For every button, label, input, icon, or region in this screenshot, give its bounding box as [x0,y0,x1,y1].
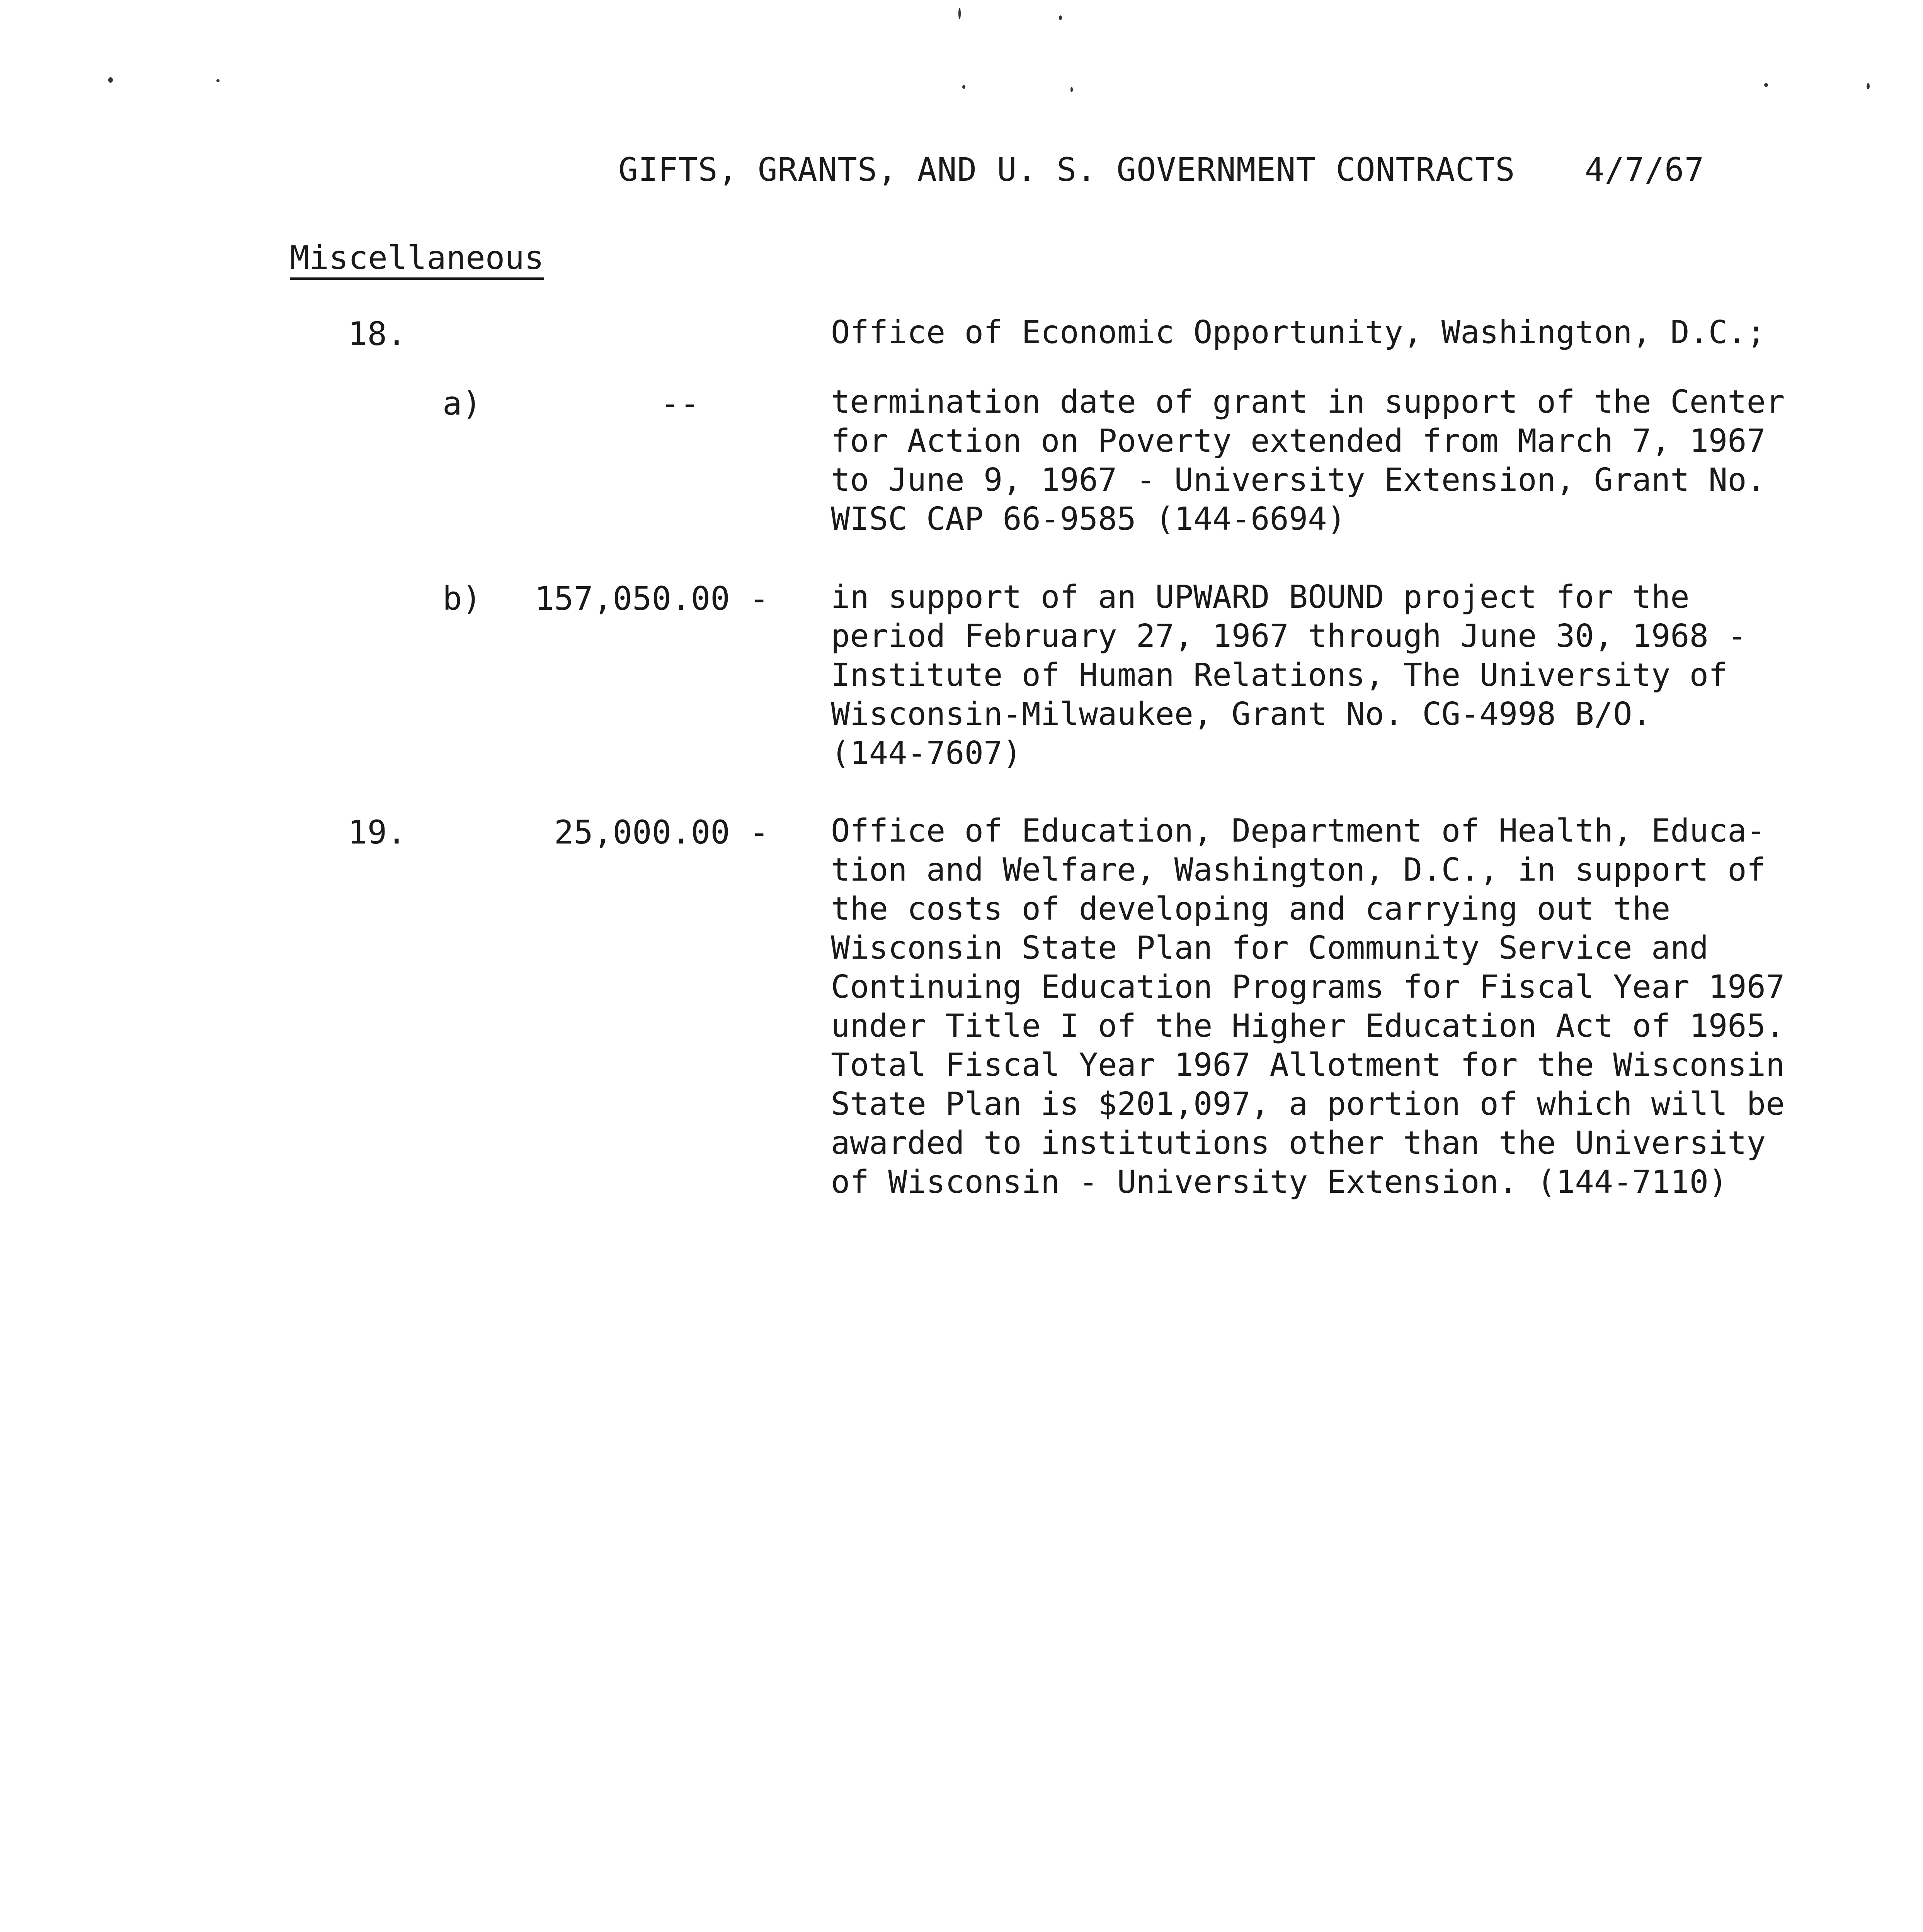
scan-speck [958,8,961,19]
item-18-number: 18. [348,315,407,353]
item-19-number: 19. [348,813,407,851]
document-date: 4/7/67 [1584,151,1705,189]
item-18a-letter: a) [442,384,482,422]
scan-speck [1070,87,1073,92]
document-header [618,151,1704,189]
scan-speck [108,77,113,83]
scan-speck [962,85,965,89]
item-18a-amount: -- [660,384,699,422]
item-19-description: Office of Education, Department of Health, Educa- tion and Welfare, Washington, D.C., in support of the costs of developing and carrying out the Wisconsin State Plan for Community Service and Continuing Education Programs for Fiscal Year 1967 under Title I of the Higher Education Act of 1965. Total Fiscal Year 1967 Allotment for the Wisconsin State Plan is $201,097, a portion of which will be awarded to institutions other than the University of Wisconsin - University Extension. (144-7110) [831,813,1785,1201]
scan-speck [1059,15,1062,20]
item-18b-description: in support of an UPWARD BOUND project for the period February 27, 1967 through June 30, 1968 - Institute of Human Relations, The University of Wisconsin-Milwaukee, Grant No. CG-4998 B/O. (144-7607) [831,579,1747,772]
scan-speck [1764,83,1768,87]
scan-speck [216,79,220,82]
item-18b-letter: b) [442,580,482,617]
scan-speck [1867,83,1870,89]
section-heading: Miscellaneous [290,239,544,277]
item-18b-amount: 157,050.00 - [534,580,769,617]
item-18a-description: termination date of grant in support of the Center for Action on Poverty extended from March 7, 1967 to June 9, 1967 - University Extension, Grant No. WISC CAP 66-9585 (144-6694) [831,384,1785,537]
document-title: GIFTS, GRANTS, AND U. S. GOVERNMENT CONTRACTS [618,151,1515,189]
item-19-amount: 25,000.00 - [554,813,769,851]
item-18-description: Office of Economic Opportunity, Washington, D.C.; [831,314,1766,351]
